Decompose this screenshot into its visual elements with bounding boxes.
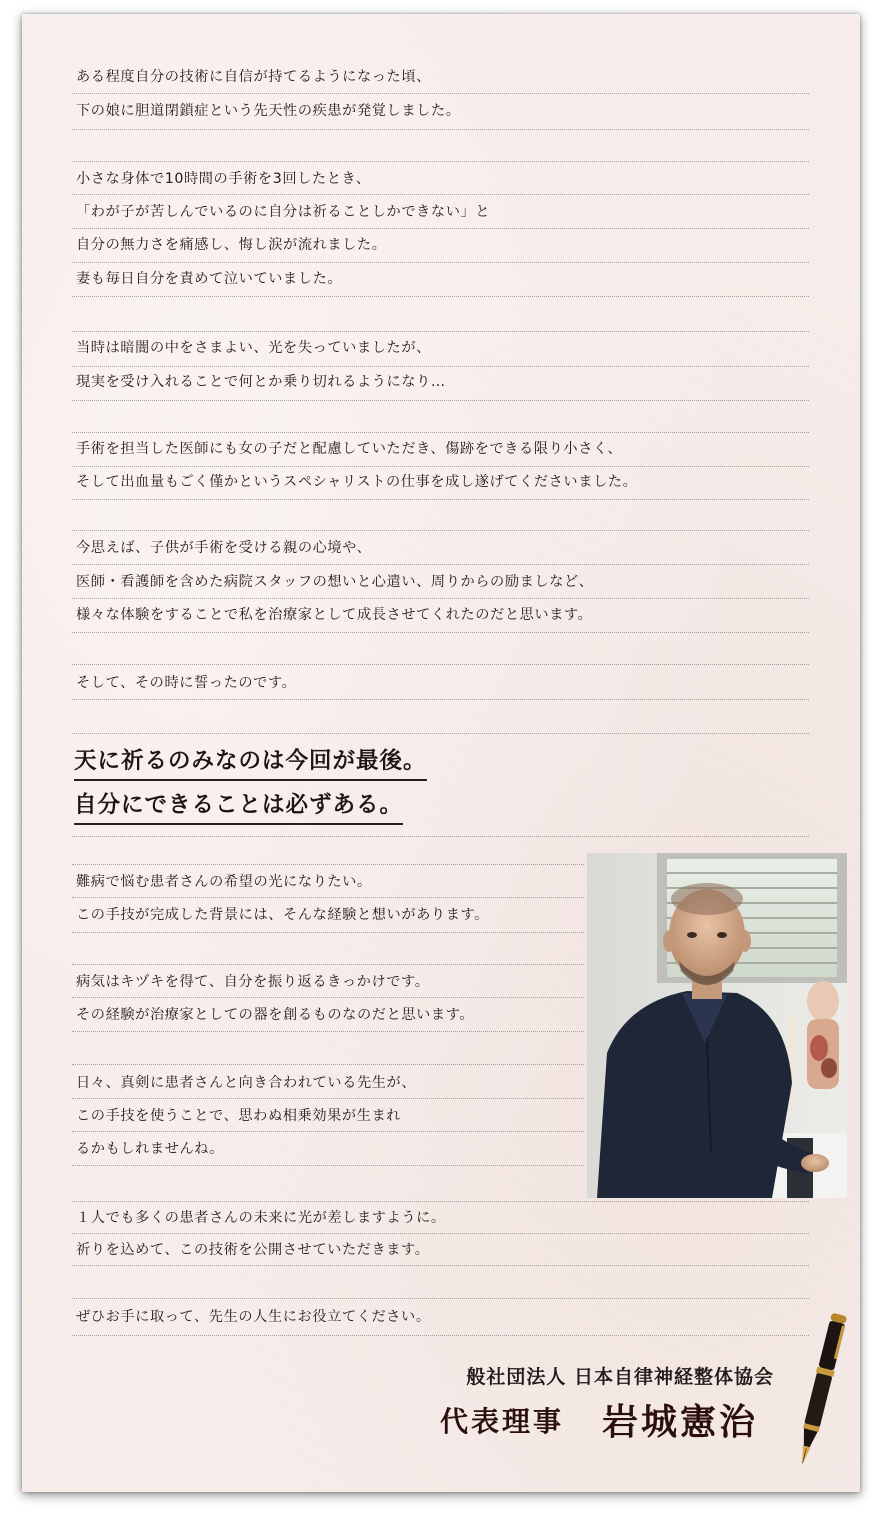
letter-line: 自分の無力さを痛感し、悔し涙が流れました。 [76,237,387,253]
rule-line [72,93,809,94]
letter-line: 手術を担当した医師にも女の子だと配慮していただき、傷跡をできる限り小さく、 [76,441,623,457]
rule-line [72,699,809,700]
rule-line [72,964,584,965]
letter-line: 当時は暗闇の中をさまよい、光を失っていましたが、 [76,340,431,356]
signature-name: 岩城憲治 [602,1401,759,1443]
letter-line: 日々、真剣に患者さんと向き合われている先生が、 [76,1075,417,1091]
rule-line [72,864,584,865]
rule-line [72,897,584,898]
letter-line: ある程度自分の技術に自信が持てるようになった頃、 [76,69,431,85]
rule-line [72,331,809,332]
letter-line: 下の娘に胆道閉鎖症という先天性の疾患が発覚しました。 [76,103,461,119]
letter-line: 祈りを込めて、この技術を公開させていただきます。 [76,1242,430,1258]
rule-line [72,564,809,565]
fountain-pen-icon [780,1308,860,1470]
rule-line [72,1031,584,1032]
rule-line [72,1165,584,1166]
headline-line: 自分にできることは必ずある。 [74,790,403,825]
rule-line [72,530,809,531]
rule-line [72,836,809,837]
letter-line: １人でも多くの患者さんの未来に光が差しますように。 [76,1210,446,1226]
letter-line: 病気はキヅキを得て、自分を振り返るきっかけです。 [76,974,430,990]
letter-line: この手技が完成した背景には、そんな経験と想いがあります。 [76,907,489,923]
rule-line [72,664,809,665]
rule-line [72,129,809,130]
rule-line [72,733,809,734]
rule-line [72,1201,809,1202]
letter-line: 現実を受け入れることで何とか乗り切れるようになり… [76,374,446,390]
rule-line [72,1131,584,1132]
rule-line [72,366,809,367]
letter-line: 小さな身体で10時間の手術を3回したとき、 [76,171,371,187]
rule-line [72,194,809,195]
rule-line [72,997,584,998]
signature-title: 代表理事 [440,1405,565,1438]
letter-line: 医師・看護師を含めた病院スタッフの想いと心遣い、周りからの励ましなど、 [76,574,594,590]
letter-line: そして出血量もごく僅かというスペシャリストの仕事を成し遂げてくださいました。 [76,474,638,490]
letter-line: その経験が治療家としての器を創るものなのだと思います。 [76,1007,475,1023]
rule-line [72,1265,809,1266]
rule-line [72,632,809,633]
organization-name: 般社団法人 日本自律神経整体協会 [466,1366,774,1388]
headline-line: 天に祈るのみなのは今回が最後。 [74,746,427,781]
rule-line [72,1233,809,1234]
letter-line: 今思えば、子供が手術を受ける親の心境や、 [76,540,372,556]
letter-line: ぜひお手に取って、先生の人生にお役立てください。 [76,1309,431,1325]
rule-line [72,1335,809,1336]
rule-line [72,466,809,467]
rule-line [72,499,809,500]
rule-line [72,1064,584,1065]
letter-line: そして、その時に誓ったのです。 [76,675,297,691]
letter-line: るかもしれませんね。 [76,1141,224,1157]
letter-line: 様々な体験をすることで私を治療家として成長させてくれたのだと思います。 [76,607,593,623]
rule-line [72,932,584,933]
rule-line [72,432,809,433]
rule-line [72,1298,809,1299]
rule-line [72,400,809,401]
rule-line [72,598,809,599]
letter-line: 「わが子が苦しんでいるのに自分は祈ることしかできない」と [76,204,491,220]
rule-line [72,296,809,297]
rule-line [72,228,809,229]
letter-line: 妻も毎日自分を責めて泣いていました。 [76,271,343,287]
letter-line: 難病で悩む患者さんの希望の光になりたい。 [76,874,372,890]
rule-line [72,262,809,263]
rule-line [72,1098,584,1099]
letter-line: この手技を使うことで、思わぬ相乗効果が生まれ [76,1108,402,1124]
rule-line [72,161,809,162]
author-photo [587,853,847,1198]
